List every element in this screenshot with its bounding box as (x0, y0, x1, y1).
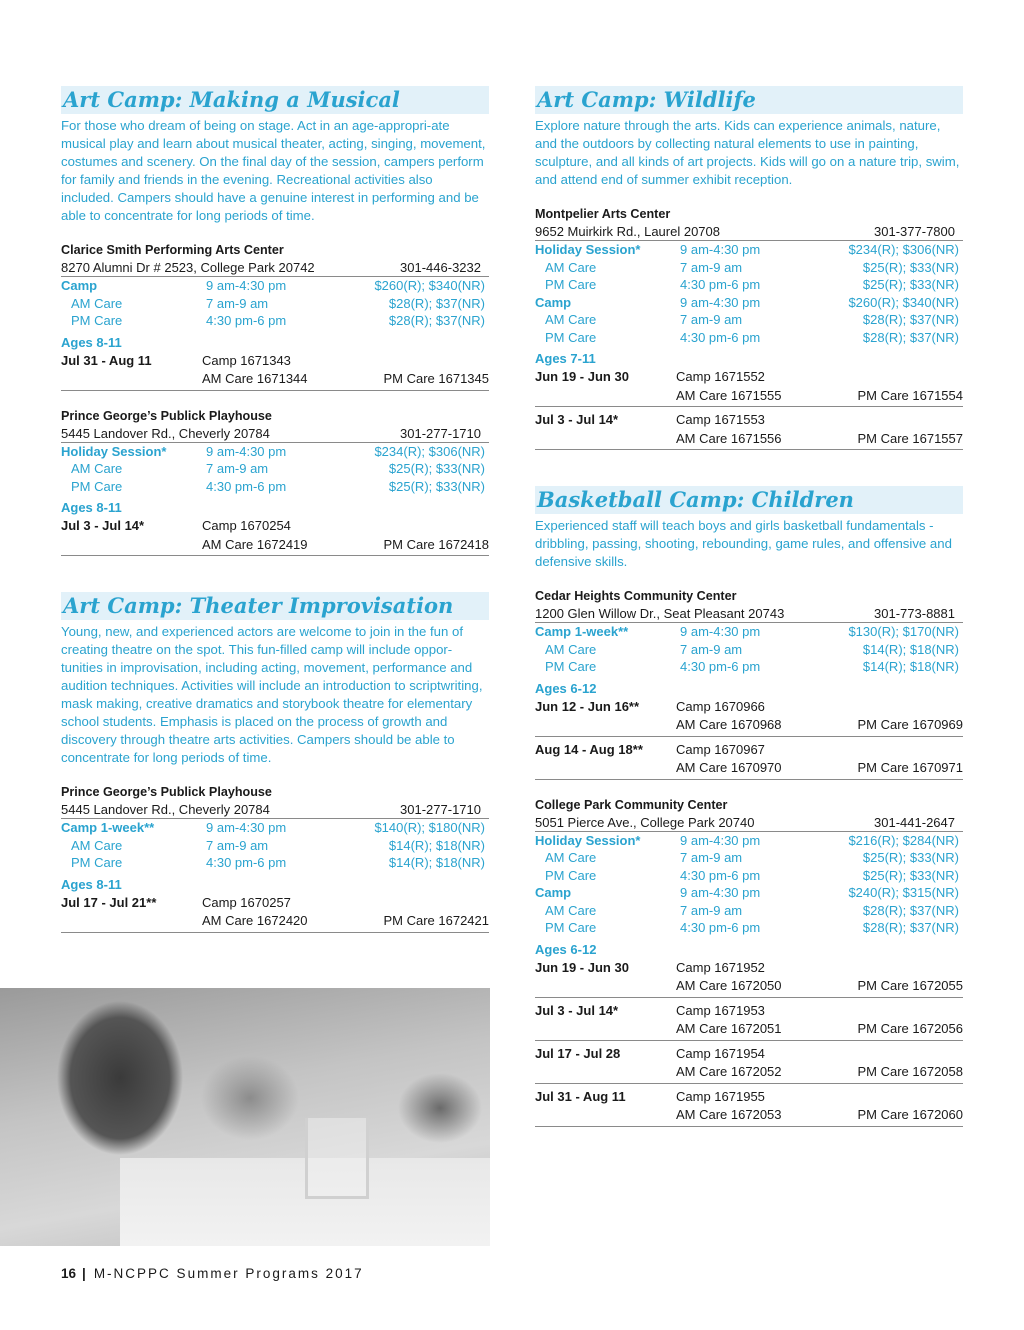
section-title: Art Camp: Wildlife (535, 86, 963, 114)
session-pm-care-code: PM Care 1671345 (383, 371, 489, 386)
rate-row (535, 832, 963, 850)
location-address-row (535, 223, 963, 241)
session-care-row (61, 370, 489, 389)
session-spacer (535, 387, 676, 406)
session-pm-care-code: PM Care 1670971 (857, 760, 963, 775)
rate-row (61, 854, 489, 872)
rate-label: PM Care (545, 659, 597, 674)
rate-time: 9 am-4:30 pm (680, 294, 761, 310)
location-phone: 301-773-8881 (874, 606, 955, 621)
rate-time: 7 am-9 am (680, 312, 743, 327)
session-row (535, 368, 963, 387)
location-name: College Park Community Center (535, 797, 728, 812)
session-block (535, 368, 963, 407)
session-dates: Jul 3 - Jul 14* (535, 412, 619, 427)
rate-row (535, 294, 963, 312)
location-name: Prince George’s Publick Playhouse (61, 408, 272, 423)
rate-price: $28(R); $37(NR) (862, 312, 959, 327)
rate-time: 9 am-4:30 pm (206, 443, 287, 459)
session-care-row (535, 759, 963, 778)
session-camp-code: Camp 1670254 (202, 518, 291, 533)
children-drawing-photo (0, 988, 490, 1246)
rate-label: AM Care (71, 837, 123, 853)
session-camp-code: Camp 1671553 (676, 412, 765, 427)
session-row (535, 1088, 963, 1107)
rate-time: 7 am-9 am (680, 641, 743, 657)
right-column (535, 86, 963, 1163)
location-phone: 301-377-7800 (874, 224, 955, 239)
rate-label: AM Care (71, 461, 123, 476)
rate-price: $28(R); $37(NR) (388, 295, 485, 311)
rate-price: $130(R); $170(NR) (848, 624, 959, 639)
session-row (535, 698, 963, 717)
rate-price: $28(R); $37(NR) (388, 313, 485, 328)
age-range: Ages 8-11 (61, 876, 122, 892)
session-pm-care-code: PM Care 1672421 (383, 913, 489, 928)
location-address: 5445 Landover Rd., Cheverly 20784 (61, 802, 270, 817)
camp-section (61, 86, 489, 556)
session-camp-code: Camp 1670967 (676, 741, 765, 757)
age-range: Ages 7-11 (535, 351, 596, 366)
rate-row (535, 919, 963, 937)
session-camp-code: Camp 1671955 (676, 1088, 765, 1104)
session-care-row (61, 536, 489, 555)
session-block (61, 517, 489, 556)
session-camp-code: Camp 1670966 (676, 698, 765, 714)
rate-time: 9 am-4:30 pm (206, 278, 287, 293)
page-number: 16 (61, 1266, 77, 1281)
location-block (535, 205, 963, 450)
session-block (535, 1002, 963, 1041)
rate-row (535, 311, 963, 329)
age-range: Ages 6-12 (535, 680, 597, 696)
section-description: Explore nature through the arts. Kids can experience animals, nature, and the outdoors by collecting natural elements to use in painting, sculpture, and all kinds of art projects. Kids will go on a nature trip, swim, and attend end of summer exhibit reception. (535, 118, 960, 187)
rate-label: AM Care (545, 902, 597, 918)
session-dates: Jul 17 - Jul 21** (61, 894, 157, 910)
session-pm-care-code: PM Care 1672418 (383, 536, 489, 552)
rate-label: PM Care (71, 855, 123, 870)
rate-price: $14(R); $18(NR) (388, 837, 485, 853)
session-dates: Aug 14 - Aug 18** (535, 741, 643, 757)
section-description: Young, new, and experienced actors are welcome to join in the fun of creating theatre on the spot. This fun-filled camp will include oppor-tunities in improvisation, including acting, movement, performance and audition techniques. Activities will include an introduction to scriptwriting, mask making, creative dramatics and storybook theatre for elementary school students. Emphasis is placed on the process of growth and discovery through theatre arts activities. Campers should be able to concentrate for long periods of time. (61, 624, 483, 765)
location-address: 5051 Pierce Ave., College Park 20740 (535, 814, 755, 830)
location-address: 1200 Glen Willow Dr., Seat Pleasant 20743 (535, 606, 785, 621)
session-care-row (535, 1106, 963, 1125)
section-title: Art Camp: Making a Musical (61, 86, 489, 114)
location-phone: 301-277-1710 (400, 802, 481, 817)
rate-label: AM Care (545, 850, 597, 865)
rate-row (61, 312, 489, 330)
session-care-row (535, 977, 963, 996)
rate-time: 9 am-4:30 pm (680, 242, 761, 257)
rate-price: $25(R); $33(NR) (388, 478, 485, 494)
session-dates: Jun 12 - Jun 16** (535, 698, 640, 714)
rate-row (61, 277, 489, 295)
session-spacer (535, 759, 676, 778)
rate-label: PM Care (71, 478, 123, 494)
rate-row (61, 460, 489, 478)
session-am-care-code: AM Care 1670970 (676, 760, 782, 775)
rate-price: $216(R); $284(NR) (848, 832, 959, 848)
session-camp-code: Camp 1671552 (676, 369, 765, 384)
session-am-care-code: AM Care 1671555 (676, 387, 782, 403)
session-dates: Jul 31 - Aug 11 (535, 1088, 626, 1104)
location-block (535, 587, 963, 780)
rate-price: $25(R); $33(NR) (862, 850, 959, 865)
session-spacer (61, 370, 202, 389)
rate-price: $260(R); $340(NR) (374, 278, 485, 293)
age-range: Ages 8-11 (61, 500, 122, 515)
location-phone: 301-441-2647 (874, 814, 955, 830)
session-row (535, 741, 963, 760)
rate-label: AM Care (545, 641, 597, 657)
rate-time: 4:30 pm-6 pm (680, 659, 761, 674)
session-camp-code: Camp 1671343 (202, 352, 291, 368)
section-title: Art Camp: Theater Improvisation (61, 592, 489, 620)
camp-section (535, 486, 963, 1127)
session-care-row (535, 387, 963, 406)
photo-pencil-cup (305, 1118, 369, 1199)
session-am-care-code: AM Care 1670968 (676, 717, 782, 732)
session-spacer (535, 1106, 676, 1125)
rate-time: 4:30 pm-6 pm (680, 920, 761, 935)
session-pm-care-code: PM Care 1671557 (857, 430, 963, 446)
session-pm-care-code: PM Care 1672055 (857, 978, 963, 993)
session-dates: Jul 3 - Jul 14* (535, 1002, 619, 1018)
rate-label: Camp 1-week** (535, 624, 629, 639)
location-address: 8270 Alumni Dr # 2523, College Park 20742 (61, 260, 315, 275)
rate-price: $28(R); $37(NR) (862, 329, 959, 345)
rate-row (535, 902, 963, 920)
session-spacer (61, 536, 202, 555)
rate-row (61, 837, 489, 855)
session-pm-care-code: PM Care 1672056 (857, 1021, 963, 1036)
rate-label: PM Care (545, 277, 597, 292)
session-am-care-code: AM Care 1671556 (676, 430, 782, 446)
location-block (535, 796, 963, 1127)
session-care-row (535, 1020, 963, 1039)
rate-price: $140(R); $180(NR) (374, 820, 485, 835)
camp-section (61, 592, 489, 933)
session-spacer (61, 912, 202, 931)
location-name: Clarice Smith Performing Arts Center (61, 243, 284, 257)
session-pm-care-code: PM Care 1672060 (857, 1107, 963, 1122)
rate-label: AM Care (71, 295, 123, 311)
session-dates: Jul 3 - Jul 14* (61, 518, 145, 533)
session-pm-care-code: PM Care 1672058 (857, 1064, 963, 1079)
location-address-row (535, 605, 963, 623)
footer-separator: | (82, 1266, 88, 1281)
session-dates: Jun 19 - Jun 30 (535, 369, 629, 384)
left-column (61, 86, 489, 969)
rate-label: Camp (535, 294, 572, 310)
session-am-care-code: AM Care 1672053 (676, 1107, 782, 1122)
rate-price: $14(R); $18(NR) (862, 659, 959, 674)
session-spacer (535, 716, 676, 735)
rate-time: 7 am-9 am (206, 295, 269, 311)
session-block (535, 741, 963, 780)
location-address-row (535, 814, 963, 832)
location-name: Cedar Heights Community Center (535, 589, 737, 603)
rate-label: PM Care (545, 920, 597, 935)
location-block (61, 783, 489, 933)
session-camp-code: Camp 1671952 (676, 959, 765, 975)
section-description: For those who dream of being on stage. Act in an age-appropri-ate musical play and learn about musical theater, acting, singing, movement, costumes and scenery. On the final day of the session, campers perform for family and friends in the evening. Recreational activities also included. Campers should have a genuine interest in performing and be able to concentrate for long periods of time. (61, 118, 486, 223)
location-name: Montpelier Arts Center (535, 207, 671, 221)
rate-label: Camp (61, 278, 98, 293)
rate-label: Holiday Session* (535, 242, 641, 257)
session-am-care-code: AM Care 1672419 (202, 536, 308, 552)
session-block (61, 894, 489, 933)
rate-price: $260(R); $340(NR) (848, 294, 959, 310)
session-row (535, 1002, 963, 1021)
rate-time: 4:30 pm-6 pm (206, 855, 287, 870)
rate-price: $240(R); $315(NR) (848, 885, 959, 900)
section-description: Experienced staff will teach boys and girls basketball fundamentals - dribbling, passing, shooting, rebounding, game rules, and offensive and defensive skills. (535, 518, 952, 569)
session-spacer (535, 1063, 676, 1082)
rate-time: 9 am-4:30 pm (206, 820, 287, 835)
session-row (535, 1045, 963, 1064)
session-dates: Jul 31 - Aug 11 (61, 352, 152, 368)
session-spacer (535, 977, 676, 996)
rate-row (61, 819, 489, 837)
session-block (535, 959, 963, 998)
rate-time: 7 am-9 am (680, 902, 743, 918)
location-phone: 301-446-3232 (400, 260, 481, 275)
rate-label: Holiday Session* (535, 832, 641, 848)
camp-section (535, 86, 963, 450)
rate-label: Holiday Session* (61, 443, 167, 459)
rate-time: 4:30 pm-6 pm (680, 867, 761, 883)
session-pm-care-code: PM Care 1670969 (857, 717, 963, 732)
rate-price: $25(R); $33(NR) (862, 259, 959, 275)
session-am-care-code: AM Care 1672420 (202, 913, 308, 928)
rate-time: 4:30 pm-6 pm (206, 313, 287, 328)
session-block (535, 698, 963, 737)
rate-time: 7 am-9 am (680, 850, 743, 865)
session-block (535, 1088, 963, 1127)
rate-time: 9 am-4:30 pm (680, 885, 761, 900)
location-address-row (61, 801, 489, 819)
section-title: Basketball Camp: Children (535, 486, 963, 514)
session-dates: Jul 17 - Jul 28 (535, 1045, 621, 1061)
rate-time: 7 am-9 am (206, 461, 269, 476)
location-phone: 301-277-1710 (400, 425, 481, 441)
session-row (535, 959, 963, 978)
rate-time: 4:30 pm-6 pm (206, 478, 287, 494)
session-block (535, 1045, 963, 1084)
session-pm-care-code: PM Care 1671554 (857, 387, 963, 403)
rate-price: $28(R); $37(NR) (862, 920, 959, 935)
session-block (535, 411, 963, 450)
rate-price: $234(R); $306(NR) (848, 242, 959, 257)
rate-label: Camp 1-week** (61, 820, 155, 835)
rate-row (535, 867, 963, 885)
session-care-row (61, 912, 489, 931)
location-block (61, 407, 489, 557)
rate-price: $28(R); $37(NR) (862, 902, 959, 918)
session-camp-code: Camp 1671953 (676, 1002, 765, 1018)
session-dates: Jun 19 - Jun 30 (535, 959, 629, 975)
location-address-row (61, 259, 489, 277)
rate-row (535, 241, 963, 259)
session-spacer (535, 430, 676, 449)
session-block (61, 352, 489, 391)
session-row (61, 517, 489, 536)
rate-price: $14(R); $18(NR) (862, 641, 959, 657)
session-care-row (535, 716, 963, 735)
rate-row (535, 641, 963, 659)
session-care-row (535, 1063, 963, 1082)
rate-time: 4:30 pm-6 pm (680, 277, 761, 292)
session-am-care-code: AM Care 1671344 (202, 371, 308, 386)
location-address: 5445 Landover Rd., Cheverly 20784 (61, 425, 270, 441)
rate-row (535, 884, 963, 902)
rate-row (61, 443, 489, 461)
age-range: Ages 6-12 (535, 941, 597, 957)
rate-row (535, 849, 963, 867)
location-block (61, 241, 489, 391)
rate-time: 7 am-9 am (680, 259, 743, 275)
rate-price: $25(R); $33(NR) (388, 461, 485, 476)
location-name: Prince George’s Publick Playhouse (61, 785, 272, 799)
rate-row (535, 259, 963, 277)
session-am-care-code: AM Care 1672050 (676, 978, 782, 993)
age-range: Ages 8-11 (61, 334, 122, 350)
rate-price: $14(R); $18(NR) (388, 855, 485, 870)
session-am-care-code: AM Care 1672052 (676, 1064, 782, 1079)
rate-row (61, 295, 489, 313)
rate-label: AM Care (545, 259, 597, 275)
session-row (61, 352, 489, 371)
session-camp-code: Camp 1671954 (676, 1045, 765, 1061)
rate-price: $25(R); $33(NR) (862, 867, 959, 883)
rate-row (535, 276, 963, 294)
session-camp-code: Camp 1670257 (202, 894, 291, 910)
rate-label: Camp (535, 885, 572, 900)
rate-label: PM Care (545, 329, 597, 345)
rate-price: $25(R); $33(NR) (862, 277, 959, 292)
session-spacer (535, 1020, 676, 1039)
session-row (535, 411, 963, 430)
rate-time: 9 am-4:30 pm (680, 624, 761, 639)
session-care-row (535, 430, 963, 449)
rate-price: $234(R); $306(NR) (374, 443, 485, 459)
rate-label: AM Care (545, 312, 597, 327)
rate-time: 9 am-4:30 pm (680, 832, 761, 848)
rate-row (535, 623, 963, 641)
rate-time: 7 am-9 am (206, 837, 269, 853)
rate-label: PM Care (71, 313, 123, 328)
rate-row (535, 329, 963, 347)
page-footer (61, 1266, 364, 1281)
location-address-row (61, 425, 489, 443)
rate-row (535, 658, 963, 676)
rate-row (61, 478, 489, 496)
rate-label: PM Care (545, 867, 597, 883)
session-row (61, 894, 489, 913)
session-am-care-code: AM Care 1672051 (676, 1021, 782, 1036)
rate-time: 4:30 pm-6 pm (680, 329, 761, 345)
location-address: 9652 Muirkirk Rd., Laurel 20708 (535, 224, 720, 239)
publication-title: M-NCPPC Summer Programs 2017 (93, 1266, 364, 1281)
